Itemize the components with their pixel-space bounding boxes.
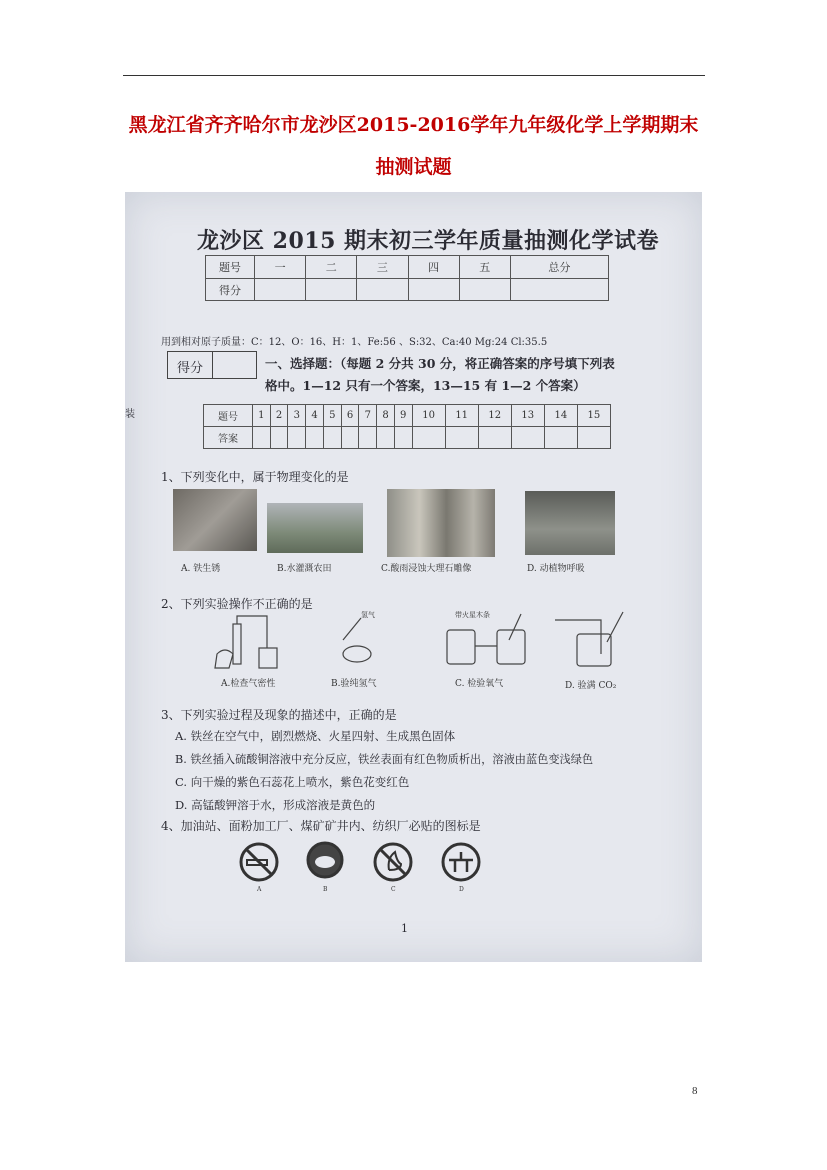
q1-option-d: D. 动植物呼吸 (527, 564, 585, 574)
beaker-icon (259, 648, 277, 668)
explosive-icon (308, 843, 342, 877)
answer-table (203, 404, 611, 449)
score-table-row-label: 得分 (206, 279, 255, 301)
q4-option-a: A (257, 886, 262, 893)
co2-bottle-icon (577, 634, 611, 666)
score-box-label: 得分 (177, 361, 204, 376)
water-saving-icon (443, 844, 479, 880)
test-tube-icon (233, 624, 241, 664)
q2-stem: 2、下列实验操作不正确的是 (161, 597, 313, 611)
q2-option-a: A.检查气密性 (221, 679, 276, 689)
answer-table-number: 1 (253, 405, 271, 427)
answer-table-row-label: 答案 (204, 427, 253, 449)
q2-option-d: D. 验满 CO₂ (565, 681, 617, 691)
header-rule (123, 75, 705, 76)
q4-option-d: D (459, 886, 464, 893)
q3-option-b: B. 铁丝插入硫酸铜溶液中充分反应，铁丝表面有红色物质析出，溶液由蓝色变浅绿色 (175, 753, 594, 766)
no-fire-icon (375, 844, 411, 880)
score-table (205, 255, 609, 301)
q2-fig-label-hydrogen: 氢气 (361, 611, 375, 619)
answer-table-row-label: 题号 (204, 405, 253, 427)
gas-bottle-left-icon (447, 630, 475, 664)
score-table-col: 总分 (510, 256, 608, 279)
score-table-col: 五 (459, 256, 510, 279)
answer-table-number: 11 (445, 405, 478, 427)
answer-table-number: 12 (478, 405, 511, 427)
exam-photo (125, 192, 702, 962)
q3-stem: 3、下列实验过程及现象的描述中，正确的是 (161, 708, 397, 722)
answer-table-number: 6 (341, 405, 359, 427)
answer-table-number: 2 (270, 405, 288, 427)
hand-icon (215, 650, 233, 668)
q4-option-c: C (391, 886, 396, 893)
answer-table-number: 7 (359, 405, 377, 427)
q1-image-d (525, 491, 615, 555)
q2-apparatus-figures (125, 610, 702, 676)
q2-option-b: B.验纯氢气 (331, 679, 377, 689)
answer-table-number: 8 (377, 405, 395, 427)
q1-stem: 1、下列变化中，属于物理变化的是 (161, 470, 349, 484)
side-binding-mark: 装 (125, 409, 135, 420)
page-number: 8 (692, 1085, 698, 1097)
atomic-masses: 用到相对原子质量：C：12、O：16、H：1、Fe:56 、S:32、Ca:40 Mg:24 Cl:35.5 (161, 337, 548, 348)
q1-option-c: C.酸雨浸蚀大理石雕像 (381, 564, 472, 574)
q3-option-d: D. 高锰酸钾溶于水，形成溶液是黄色的 (175, 798, 376, 812)
q1-image-c (387, 489, 495, 557)
answer-table-number: 5 (323, 405, 341, 427)
section1-instruction-line2: 格中。1—12 只有一个答案，13—15 有 1—2 个答案） (265, 378, 586, 393)
q3-option-a: A. 铁丝在空气中，剧烈燃烧、火星四射、生成黑色固体 (175, 729, 456, 743)
q1-image-b (267, 503, 363, 553)
q4-stem: 4、加油站、面粉加工厂、煤矿矿井内、纺织厂必贴的图标是 (161, 819, 481, 833)
score-table-row-label: 题号 (206, 256, 255, 279)
splint-icon (509, 614, 521, 640)
document-title-line2: 抽测试题 (375, 156, 452, 178)
answer-table-number: 9 (394, 405, 412, 427)
exam-heading: 龙沙区 2015 期末初三学年质量抽测化学试卷 (197, 228, 660, 254)
flame-icon (343, 646, 371, 662)
answer-table-number: 10 (412, 405, 445, 427)
q4-icons (125, 838, 702, 890)
q3-option-c: C. 向干燥的紫色石蕊花上喷水，紫色花变红色 (175, 775, 410, 789)
no-smoking-icon (241, 844, 277, 880)
score-table-col: 一 (255, 256, 306, 279)
q2-option-c: C. 检验氧气 (455, 679, 504, 689)
score-table-col: 三 (357, 256, 408, 279)
hydrogen-tube-icon (343, 618, 361, 640)
score-table-col: 二 (306, 256, 357, 279)
score-box (167, 351, 257, 379)
answer-table-number: 4 (306, 405, 324, 427)
answer-table-number: 13 (511, 405, 544, 427)
document-title-line1: 黑龙江省齐齐哈尔市龙沙区2015-2016学年九年级化学上学期期末 (128, 114, 699, 136)
answer-table-number: 14 (544, 405, 577, 427)
q1-option-b: B.水灌溉农田 (277, 564, 332, 574)
q4-option-b: B (323, 886, 328, 893)
q2-fig-label-splint: 带火星木条 (455, 611, 490, 619)
burning-splint-icon (607, 612, 623, 642)
section1-instruction-line1: 一、选择题：（每题 2 分共 30 分，将正确答案的序号填下列表 (265, 356, 615, 371)
answer-table-number: 3 (288, 405, 306, 427)
answer-table-number: 15 (577, 405, 610, 427)
q1-image-a (173, 489, 257, 551)
co2-inlet-tube-icon (555, 620, 601, 654)
q1-option-a: A. 铁生锈 (181, 564, 221, 574)
inner-page-number: 1 (401, 922, 408, 935)
score-table-col: 四 (408, 256, 459, 279)
